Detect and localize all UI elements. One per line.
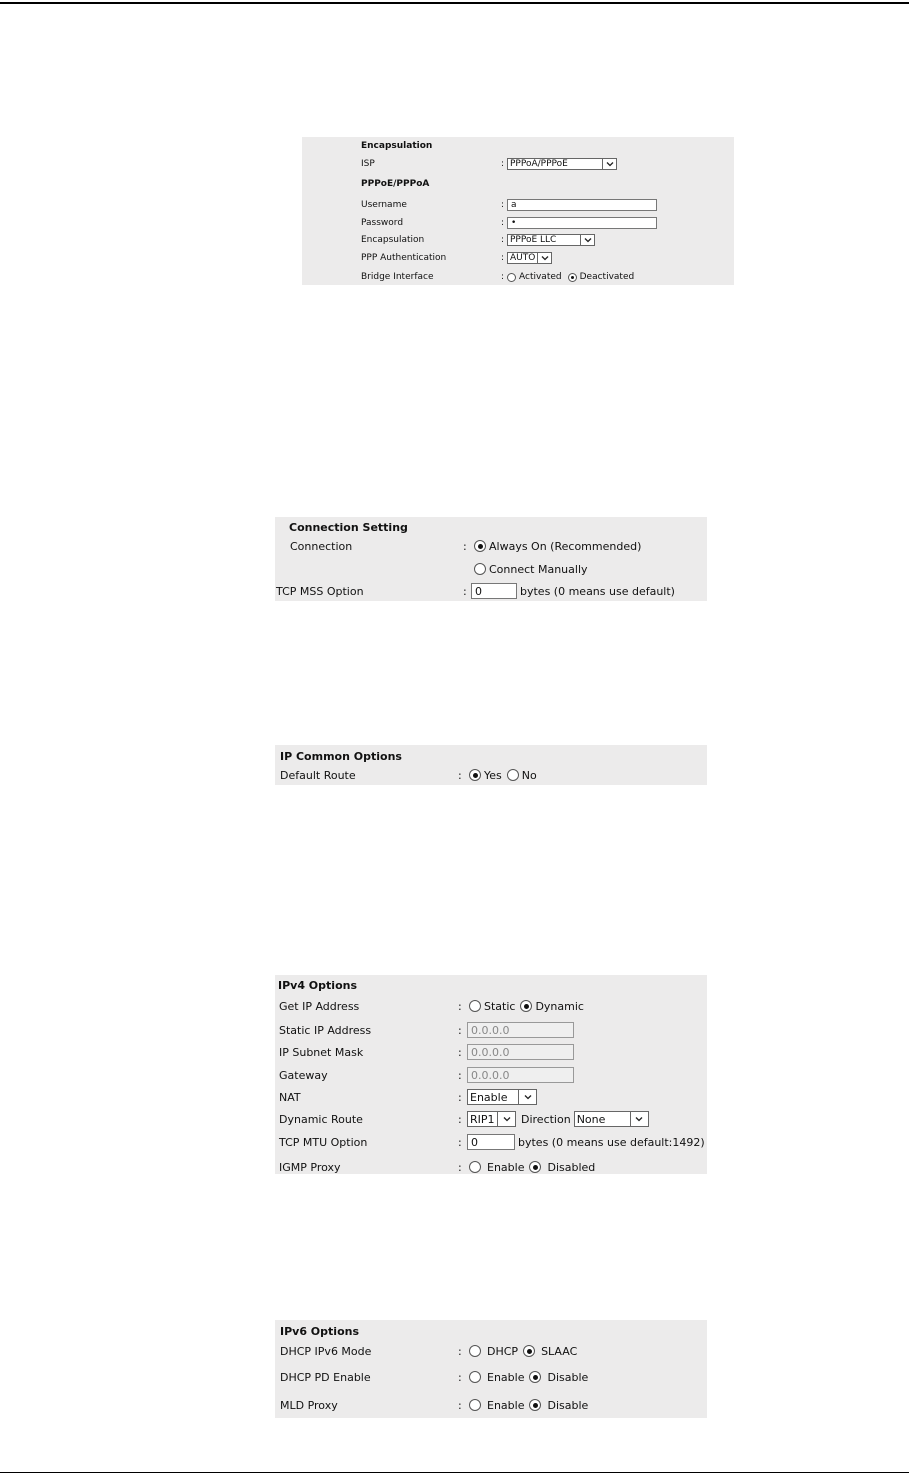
get-ip-row (275, 997, 707, 1015)
tcp-mss-input[interactable]: 0 (471, 583, 517, 599)
colon: : (463, 584, 467, 598)
direction-label: Direction (521, 1112, 571, 1126)
dhcp-mode-dhcp-radio[interactable] (469, 1345, 481, 1357)
encapsulation-section-row (302, 137, 734, 155)
username-input[interactable]: a (507, 199, 657, 211)
nat-label: NAT (279, 1090, 301, 1104)
isp-select[interactable] (507, 158, 617, 170)
colon: : (501, 159, 505, 169)
password-label: Password (361, 218, 404, 228)
chevron-down-icon (630, 1112, 648, 1126)
isp-select-value: PPPoA/PPPoE (510, 159, 568, 169)
bridge-activated-label: Activated (519, 272, 562, 282)
colon: : (501, 235, 505, 245)
static-ip-input[interactable]: 0.0.0.0 (467, 1022, 574, 1038)
colon: : (458, 1398, 462, 1412)
colon: : (458, 1160, 462, 1174)
dhcp-mode-slaac-radio[interactable] (523, 1345, 535, 1357)
tcp-mtu-hint: bytes (0 means use default:1492) (518, 1135, 705, 1149)
dhcp-pd-enable-label: Enable (487, 1370, 525, 1384)
connection-setting-title-row (275, 518, 707, 536)
ppp-auth-select-value: AUTO (510, 253, 536, 263)
pppoe-section-row (302, 175, 734, 193)
tcp-mss-label: TCP MSS Option (276, 584, 364, 598)
ppp-auth-row (302, 249, 734, 267)
default-route-no-label: No (521, 768, 537, 782)
default-route-yes-radio[interactable] (469, 769, 481, 781)
bridge-deactivated-label: Deactivated (579, 272, 635, 282)
dhcp-ipv6-mode-row (275, 1342, 707, 1360)
igmp-proxy-row (275, 1158, 707, 1176)
ip-common-title: IP Common Options (280, 749, 402, 763)
dynamic-route-select-value: RIP1 (470, 1112, 495, 1126)
igmp-proxy-label: IGMP Proxy (279, 1160, 341, 1174)
static-ip-label: Static IP Address (279, 1023, 372, 1037)
bridge-interface-label: Bridge Interface (361, 272, 434, 282)
username-row (302, 196, 734, 214)
subnet-mask-input[interactable]: 0.0.0.0 (467, 1044, 574, 1060)
colon: : (501, 218, 505, 228)
subnet-mask-label: IP Subnet Mask (279, 1045, 364, 1059)
nat-row (275, 1088, 707, 1106)
colon: : (458, 999, 462, 1013)
encapsulation-select-value: PPPoE LLC (510, 235, 557, 245)
colon: : (458, 1135, 462, 1149)
bridge-deactivated-radio[interactable] (568, 273, 577, 282)
ip-common-title-row (275, 747, 707, 765)
tcp-mtu-row (275, 1133, 707, 1151)
igmp-enable-radio[interactable] (469, 1161, 481, 1173)
get-ip-dynamic-radio[interactable] (520, 1000, 532, 1012)
connection-setting-title: Connection Setting (289, 520, 408, 534)
connect-manually-label: Connect Manually (489, 562, 588, 576)
gateway-row (275, 1066, 707, 1084)
colon: : (458, 1112, 462, 1126)
default-route-row (275, 766, 707, 784)
igmp-enable-label: Enable (487, 1160, 525, 1174)
ipv6-title-row (275, 1322, 707, 1340)
tcp-mtu-input[interactable]: 0 (467, 1134, 515, 1150)
default-route-no-radio[interactable] (507, 769, 519, 781)
dhcp-pd-row (275, 1368, 707, 1386)
igmp-disabled-label: Disabled (547, 1160, 596, 1174)
dhcp-pd-disable-label: Disable (547, 1370, 589, 1384)
default-route-label: Default Route (280, 768, 356, 782)
ipv4-options-panel (275, 975, 707, 1174)
ip-common-options-panel (275, 745, 707, 785)
connect-manually-radio[interactable] (474, 563, 486, 575)
connection-label: Connection (290, 539, 353, 553)
mld-disable-radio[interactable] (529, 1399, 541, 1411)
chevron-down-icon (537, 253, 551, 263)
colon: : (501, 272, 505, 282)
chevron-down-icon (518, 1090, 536, 1104)
colon: : (458, 1090, 462, 1104)
igmp-disabled-radio[interactable] (529, 1161, 541, 1173)
connect-manually-row (275, 560, 707, 578)
username-label: Username (361, 200, 407, 210)
isp-row (302, 155, 734, 173)
connection-setting-panel (275, 517, 707, 601)
direction-select[interactable] (574, 1111, 649, 1127)
ipv4-title-row (275, 976, 707, 994)
colon: : (458, 768, 462, 782)
encapsulation-select[interactable] (507, 234, 595, 246)
dhcp-pd-enable-radio[interactable] (469, 1371, 481, 1383)
static-ip-row (275, 1021, 707, 1039)
dhcp-mode-slaac-label: SLAAC (541, 1344, 578, 1358)
dynamic-route-row (275, 1110, 707, 1128)
isp-label: ISP (361, 159, 375, 169)
colon: : (458, 1370, 462, 1384)
chevron-down-icon (580, 235, 594, 245)
ipv4-title: IPv4 Options (278, 978, 357, 992)
mld-proxy-row (275, 1396, 707, 1414)
dhcp-pd-label: DHCP PD Enable (280, 1370, 371, 1384)
colon: : (501, 200, 505, 210)
mld-proxy-label: MLD Proxy (280, 1398, 338, 1412)
dhcp-pd-disable-radio[interactable] (529, 1371, 541, 1383)
encapsulation-row (302, 231, 734, 249)
password-row (302, 214, 734, 232)
get-ip-dynamic-label: Dynamic (535, 999, 584, 1013)
colon: : (458, 1068, 462, 1082)
get-ip-static-radio[interactable] (469, 1000, 481, 1012)
subnet-mask-row (275, 1043, 707, 1061)
pppoe-settings-panel (302, 137, 734, 285)
connection-row (275, 537, 707, 555)
default-route-yes-label: Yes (484, 768, 502, 782)
mld-enable-label: Enable (487, 1398, 525, 1412)
always-on-label: Always On (Recommended) (489, 539, 642, 553)
bridge-interface-row (302, 268, 734, 286)
tcp-mtu-label: TCP MTU Option (279, 1135, 368, 1149)
mld-disable-label: Disable (547, 1398, 589, 1412)
tcp-mss-hint: bytes (0 means use default) (520, 584, 675, 598)
direction-select-value: None (576, 1112, 606, 1126)
bottom-rule (0, 1472, 909, 1473)
dhcp-ipv6-mode-label: DHCP IPv6 Mode (280, 1344, 372, 1358)
get-ip-static-label: Static (484, 999, 516, 1013)
gateway-label: Gateway (279, 1068, 328, 1082)
bridge-activated-radio[interactable] (507, 273, 516, 282)
dynamic-route-label: Dynamic Route (279, 1112, 363, 1126)
mld-enable-radio[interactable] (469, 1399, 481, 1411)
encapsulation-section-title: Encapsulation (361, 141, 433, 151)
top-rule (0, 2, 909, 4)
colon: : (463, 539, 467, 553)
ppp-auth-select[interactable] (507, 252, 552, 264)
encapsulation-label: Encapsulation (361, 235, 425, 245)
always-on-radio[interactable] (474, 540, 486, 552)
get-ip-label: Get IP Address (279, 999, 360, 1013)
tcp-mss-row (275, 582, 707, 600)
password-input[interactable]: • (507, 217, 657, 229)
dhcp-mode-dhcp-label: DHCP (487, 1344, 519, 1358)
ppp-auth-label: PPP Authentication (361, 253, 447, 263)
colon: : (501, 253, 505, 263)
pppoe-section-title: PPPoE/PPPoA (361, 179, 430, 189)
ipv6-title: IPv6 Options (280, 1324, 359, 1338)
nat-select-value: Enable (470, 1090, 508, 1104)
nat-select[interactable] (467, 1089, 537, 1105)
chevron-down-icon (497, 1112, 515, 1126)
ipv6-options-panel (275, 1320, 707, 1418)
colon: : (458, 1344, 462, 1358)
dynamic-route-select[interactable] (467, 1111, 516, 1127)
colon: : (458, 1023, 462, 1037)
colon: : (458, 1045, 462, 1059)
gateway-input[interactable]: 0.0.0.0 (467, 1067, 574, 1083)
chevron-down-icon (602, 159, 616, 169)
